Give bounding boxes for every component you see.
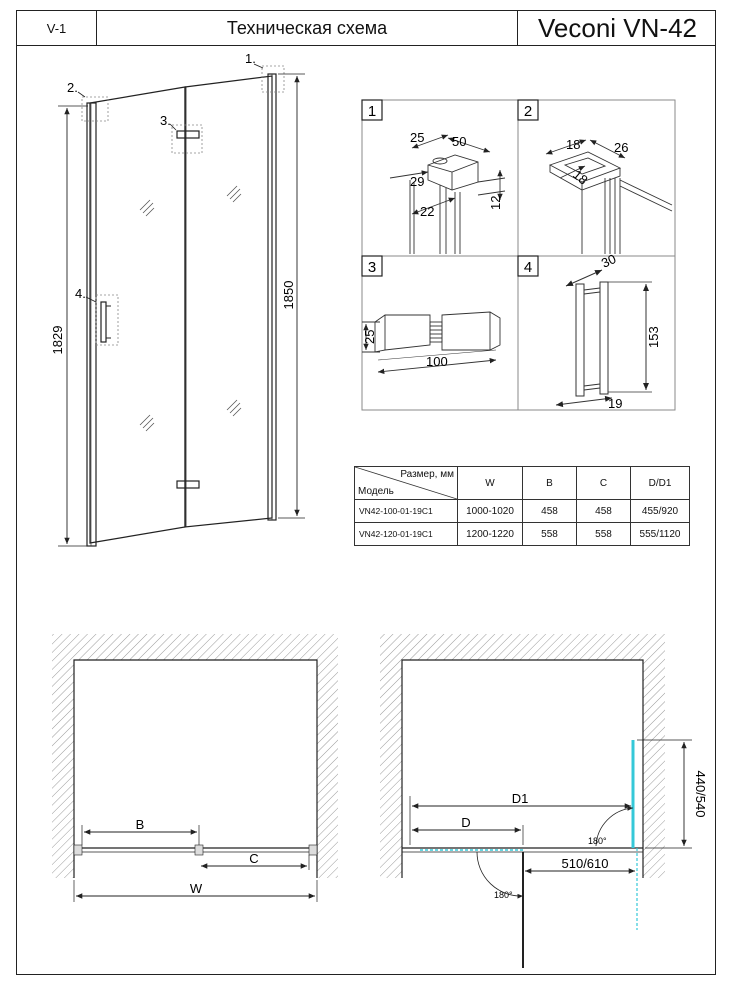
table-cell-model: VN42-100-01-19C1: [355, 500, 458, 523]
table-col-w: W: [458, 467, 523, 500]
table-cell-d: 455/920: [631, 500, 690, 523]
table-header-row: [355, 467, 690, 500]
table-row: [355, 523, 690, 546]
sheet-title: Техническая схема: [226, 17, 388, 38]
callout-3: 3.: [160, 113, 171, 128]
table-col-d: D/D1: [631, 467, 690, 500]
table-corner-cell: [355, 467, 458, 500]
plan-left-w: W: [189, 881, 203, 896]
plan-left-b: B: [135, 817, 145, 832]
size-table: [354, 466, 690, 546]
callout-2: 2.: [67, 80, 78, 95]
door-panel-left: [90, 87, 185, 543]
door-elevation: [50, 51, 305, 546]
plan-view-right: [380, 634, 708, 968]
detail-2-dim-b: 26: [614, 140, 629, 155]
plan-right-d1: D1: [511, 791, 529, 806]
detail-1-dim-b: 50: [452, 134, 467, 149]
wall-profile-left: [87, 103, 96, 546]
angle-left-label: 180°: [494, 890, 513, 900]
glass-marks: [140, 186, 241, 431]
callout-1: 1.: [245, 51, 256, 66]
detail-1-dim-a: 25: [410, 130, 425, 145]
detail-4-dim-a: 30: [598, 251, 619, 271]
sheet-code: V-1: [17, 11, 97, 45]
height-right-label: 1850: [281, 280, 296, 310]
detail-1-drawing: [390, 135, 505, 254]
hinge-bottom: [177, 481, 199, 488]
plan-right-swing: 510/610: [561, 856, 609, 871]
table-cell-w: 1000-1020: [458, 500, 523, 523]
detail-grid: [362, 100, 675, 411]
detail-2-dim-a: 18: [566, 137, 581, 152]
table-cell-c: 558: [577, 523, 631, 546]
detail-4-dim-c: 19: [608, 396, 623, 411]
table-header-size: Размер, мм: [400, 469, 454, 480]
plan-right-side: 440/540: [693, 770, 708, 818]
callout-boxes: [82, 66, 284, 345]
callout-4: 4.: [75, 286, 86, 301]
table-cell-b: 458: [523, 500, 577, 523]
table-cell-w: 1200-1220: [458, 523, 523, 546]
model-name: Veconi VN-42: [517, 11, 717, 45]
table-col-b: B: [523, 467, 577, 500]
detail-1-dim-c: 29: [410, 174, 425, 189]
plan-left-c: C: [249, 851, 259, 866]
detail-number-4: 4: [523, 259, 533, 276]
plan-right-d: D: [461, 815, 471, 830]
detail-number-3: 3: [367, 259, 377, 276]
detail-1-dim-e: 12: [488, 195, 503, 210]
detail-2-drawing: [546, 140, 672, 254]
hinge-top: [177, 131, 199, 138]
table-cell-c: 458: [577, 500, 631, 523]
table-header-model: Модель: [358, 486, 394, 497]
detail-2-dim-c: 18: [570, 166, 591, 188]
detail-1-dim-d: 22: [420, 204, 435, 219]
detail-number-2: 2: [523, 103, 533, 120]
table-cell-b: 558: [523, 523, 577, 546]
detail-number-1: 1: [367, 103, 377, 120]
door-handle: [101, 302, 106, 342]
detail-4-drawing: [556, 270, 652, 405]
table-row: [355, 500, 690, 523]
table-cell-d: 555/1120: [631, 523, 690, 546]
angle-right-label: 180°: [588, 836, 607, 846]
height-left-label: 1829: [50, 325, 65, 355]
detail-4-dim-b: 153: [646, 326, 661, 348]
door-panel-right: [185, 76, 272, 527]
detail-3-dim-b: 100: [426, 354, 448, 369]
table-cell-model: VN42-120-01-19C1: [355, 523, 458, 546]
plan-view-left: [52, 634, 338, 902]
detail-3-dim-a: 25: [362, 329, 377, 344]
table-col-c: C: [577, 467, 631, 500]
